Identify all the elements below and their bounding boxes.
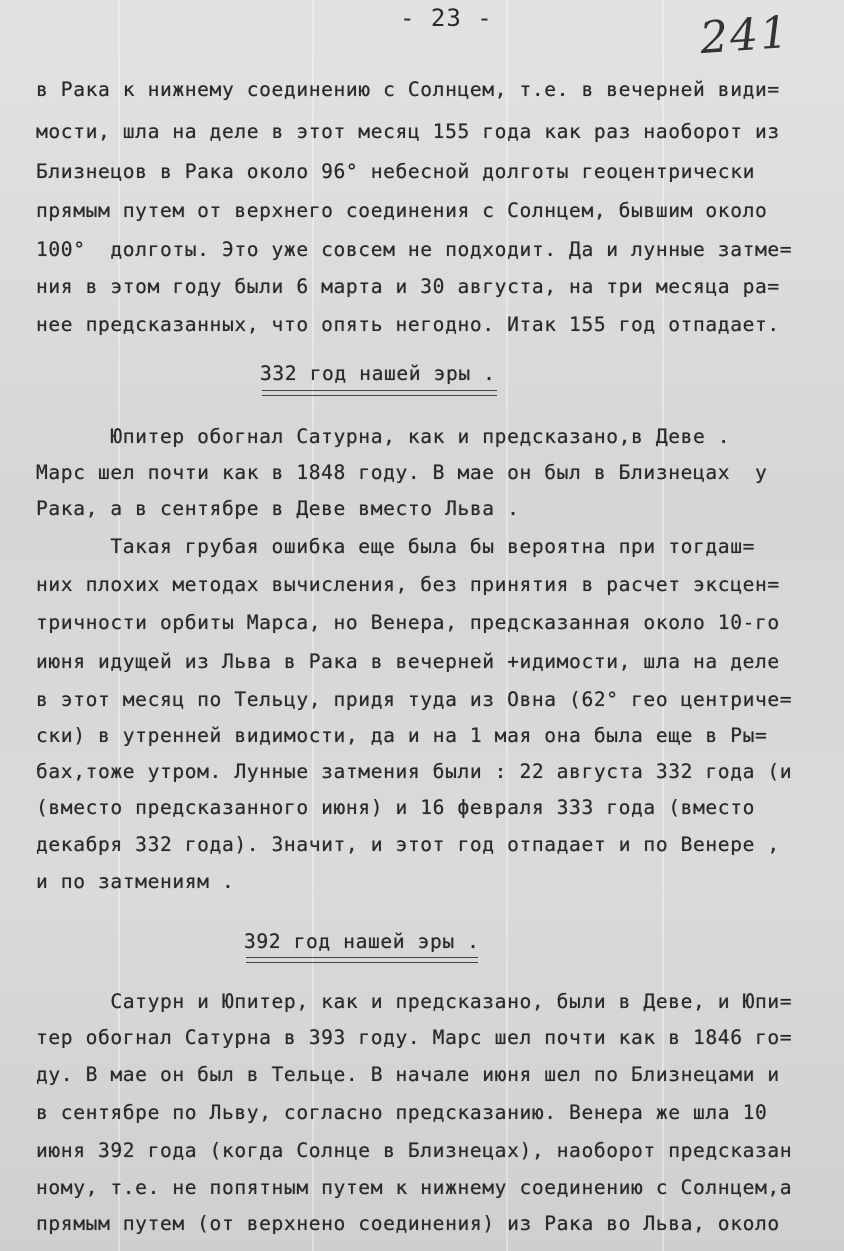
section-heading-332: 332 год нашей эры . [260,362,496,385]
text-line: Юпитер обогнал Сатурна, как и предсказано,в Деве . [36,425,731,448]
text-line: них плохих методах вычисления, без принятия в расчет эксцен= [36,573,780,596]
text-line: (вместо предсказанного июня) и 16 февраля 333 года (вместо [36,796,755,819]
text-line: Сатурн и Юпитер, как и предсказано, были в Деве, и Юпи= [36,990,793,1013]
text-line: прямым путем (от верхнено соединения) из Рака во Льва, около [36,1212,780,1235]
text-line: тричности орбиты Марса, но Венера, предсказанная около 10-го [36,611,780,634]
page-number: - 23 - [400,4,493,32]
text-line: декабря 332 года). Значит, и этот год отпадает и по Венере , [36,833,780,856]
text-line: нее предсказанных, что опять негодно. Итак 155 год отпадает. [36,313,780,336]
text-line: июня идущей из Льва в Рака в вечерней +идимости, шла на деле [36,650,780,673]
text-line: и по затмениям . [36,870,235,893]
text-line: в сентябре по Льву, согласно предсказанию. Венера же шла 10 [36,1101,768,1124]
text-line: бах,тоже утром. Лунные затмения были : 22 августа 332 года (и [36,760,793,783]
text-line: мости, шла на деле в этот месяц 155 года как раз наоборот из [36,120,780,143]
heading-underline [262,390,497,396]
text-line: Близнецов в Рака около 96° небесной долготы геоцентрически [36,160,755,183]
section-heading-392: 392 год нашей эры . [244,930,480,953]
text-line: в этот месяц по Тельцу, придя туда из Овна (62° гео центриче= [36,688,793,711]
text-line: ному, т.е. не попятным путем к нижнему соединению с Солнцем,а [36,1176,793,1199]
text-line: 100° долготы. Это уже совсем не подходит. Да и лунные затме= [36,238,793,261]
text-line: июня 392 года (когда Солнце в Близнецах), наоборот предсказан [36,1139,793,1162]
text-line: ски) в утренней видимости, да и на 1 мая она была еще в Ры= [36,724,768,747]
text-line: прямым путем от верхнего соединения с Солнцем, бывшим около [36,199,768,222]
handwritten-archive-number: 241 [698,6,792,65]
text-line: тер обогнал Сатурна в 393 году. Марс шел почти как в 1846 го= [36,1026,793,1049]
heading-underline [246,957,478,963]
text-line: Рака, а в сентябре в Деве вместо Льва . [36,497,520,520]
text-line: Марс шел почти как в 1848 году. В мае он был в Близнецах у [36,461,768,484]
text-line: в Рака к нижнему соединению с Солнцем, т.е. в вечерней види= [36,78,780,101]
text-line: ния в этом году были 6 марта и 30 августа, на три месяца ра= [36,275,780,298]
text-line: Такая грубая ошибка еще была бы вероятна при тогдаш= [36,535,755,558]
text-line: ду. В мае он был в Тельце. В начале июня шел по Близнецами и [36,1063,780,1086]
